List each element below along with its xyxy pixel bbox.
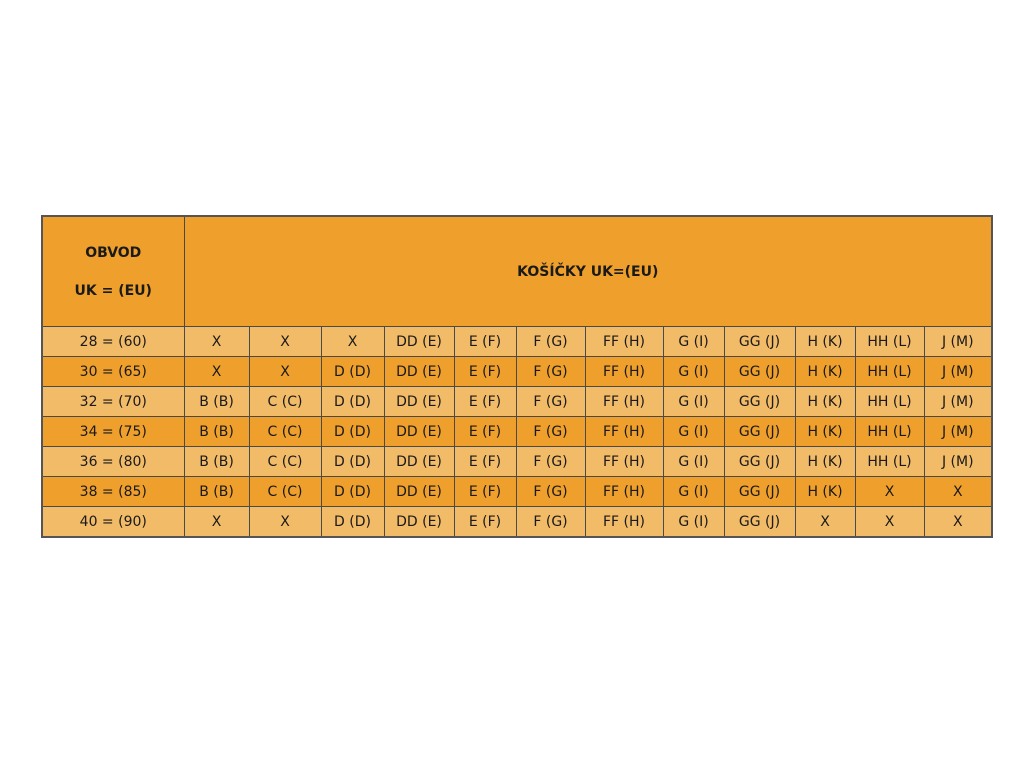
cup-size-cell: G (I) — [663, 357, 724, 387]
cup-size-cell: FF (H) — [585, 477, 663, 507]
cup-size-cell: DD (E) — [384, 357, 454, 387]
cup-size-cell: X — [924, 507, 992, 538]
table-row — [42, 477, 992, 507]
cup-size-cell: H (K) — [795, 447, 855, 477]
cup-size-cell: X — [249, 507, 321, 538]
table-header-row — [42, 216, 992, 327]
cup-size-cell: E (F) — [454, 477, 516, 507]
table-row — [42, 507, 992, 538]
cup-size-cell: G (I) — [663, 387, 724, 417]
cup-size-cell: H (K) — [795, 327, 855, 357]
table-body — [42, 327, 992, 538]
table-row — [42, 417, 992, 447]
cup-size-cell: D (D) — [321, 387, 384, 417]
cup-size-cell: DD (E) — [384, 447, 454, 477]
cup-size-cell: E (F) — [454, 417, 516, 447]
band-size-cell: 28 = (60) — [42, 327, 184, 357]
cup-size-cell: FF (H) — [585, 447, 663, 477]
cup-size-cell: J (M) — [924, 447, 992, 477]
cup-size-cell: X — [249, 327, 321, 357]
cup-size-cell: HH (L) — [855, 357, 924, 387]
cup-size-cell: E (F) — [454, 327, 516, 357]
cup-size-cell: FF (H) — [585, 507, 663, 538]
band-size-cell: 32 = (70) — [42, 387, 184, 417]
cup-size-cell: J (M) — [924, 357, 992, 387]
table-row — [42, 447, 992, 477]
cup-size-cell: B (B) — [184, 477, 249, 507]
cup-size-cell: B (B) — [184, 447, 249, 477]
cup-size-cell: FF (H) — [585, 327, 663, 357]
cup-size-cell: F (G) — [516, 387, 585, 417]
cup-size-cell: GG (J) — [724, 357, 795, 387]
cup-size-cell: D (D) — [321, 477, 384, 507]
cup-size-cell: HH (L) — [855, 387, 924, 417]
cup-size-cell: GG (J) — [724, 507, 795, 538]
cup-size-cell: B (B) — [184, 417, 249, 447]
cup-size-cell: FF (H) — [585, 387, 663, 417]
cup-size-cell: D (D) — [321, 447, 384, 477]
cup-size-cell: D (D) — [321, 417, 384, 447]
cup-size-cell: E (F) — [454, 507, 516, 538]
cup-size-cell: X — [855, 507, 924, 538]
cup-size-cell: E (F) — [454, 357, 516, 387]
cup-size-cell: GG (J) — [724, 447, 795, 477]
cup-size-cell: J (M) — [924, 387, 992, 417]
cup-size-cell: DD (E) — [384, 477, 454, 507]
cup-size-cell: F (G) — [516, 447, 585, 477]
cup-size-cell: H (K) — [795, 357, 855, 387]
band-size-cell: 36 = (80) — [42, 447, 184, 477]
cup-size-cell: GG (J) — [724, 327, 795, 357]
cup-size-cell: G (I) — [663, 327, 724, 357]
cup-size-cell: H (K) — [795, 477, 855, 507]
cup-size-cell: G (I) — [663, 447, 724, 477]
cup-size-cell: F (G) — [516, 507, 585, 538]
cup-size-cell: F (G) — [516, 327, 585, 357]
band-header-line2: UK = (EU) — [74, 282, 152, 299]
cup-size-cell: B (B) — [184, 387, 249, 417]
cup-size-cell: C (C) — [249, 447, 321, 477]
cup-size-cell: J (M) — [924, 327, 992, 357]
cup-size-header: KOŠÍČKY UK=(EU) — [184, 216, 992, 327]
cup-size-cell: DD (E) — [384, 507, 454, 538]
band-size-cell: 40 = (90) — [42, 507, 184, 538]
table-row — [42, 327, 992, 357]
cup-size-cell: HH (L) — [855, 417, 924, 447]
band-size-cell: 30 = (65) — [42, 357, 184, 387]
cup-size-cell: GG (J) — [724, 477, 795, 507]
cup-size-cell: DD (E) — [384, 327, 454, 357]
cup-size-cell: J (M) — [924, 417, 992, 447]
cup-size-cell: HH (L) — [855, 447, 924, 477]
cup-size-cell: C (C) — [249, 417, 321, 447]
cup-size-cell: E (F) — [454, 447, 516, 477]
cup-size-cell: X — [321, 327, 384, 357]
cup-size-cell: X — [184, 507, 249, 538]
cup-size-cell: GG (J) — [724, 417, 795, 447]
cup-size-cell: C (C) — [249, 477, 321, 507]
cup-size-cell: H (K) — [795, 387, 855, 417]
cup-size-cell: FF (H) — [585, 357, 663, 387]
cup-size-cell: X — [184, 357, 249, 387]
cup-size-cell: G (I) — [663, 477, 724, 507]
band-size-cell: 38 = (85) — [42, 477, 184, 507]
band-size-cell: 34 = (75) — [42, 417, 184, 447]
cup-size-cell: F (G) — [516, 417, 585, 447]
cup-size-cell: G (I) — [663, 507, 724, 538]
band-header-line1: OBVOD — [85, 244, 142, 261]
cup-size-cell: HH (L) — [855, 327, 924, 357]
cup-size-cell: G (I) — [663, 417, 724, 447]
cup-size-cell: E (F) — [454, 387, 516, 417]
cup-size-cell: X — [924, 477, 992, 507]
cup-size-cell: F (G) — [516, 357, 585, 387]
cup-size-cell: X — [249, 357, 321, 387]
cup-size-cell: C (C) — [249, 387, 321, 417]
bra-size-table — [41, 215, 993, 538]
cup-size-cell: H (K) — [795, 417, 855, 447]
cup-size-cell: DD (E) — [384, 387, 454, 417]
table-row — [42, 387, 992, 417]
cup-size-cell: D (D) — [321, 507, 384, 538]
cup-size-cell: FF (H) — [585, 417, 663, 447]
cup-size-cell: DD (E) — [384, 417, 454, 447]
cup-size-cell: X — [855, 477, 924, 507]
cup-size-cell: X — [184, 327, 249, 357]
cup-size-cell: F (G) — [516, 477, 585, 507]
cup-size-cell: D (D) — [321, 357, 384, 387]
cup-size-cell: GG (J) — [724, 387, 795, 417]
band-size-header — [42, 216, 184, 327]
table-row — [42, 357, 992, 387]
cup-size-cell: X — [795, 507, 855, 538]
